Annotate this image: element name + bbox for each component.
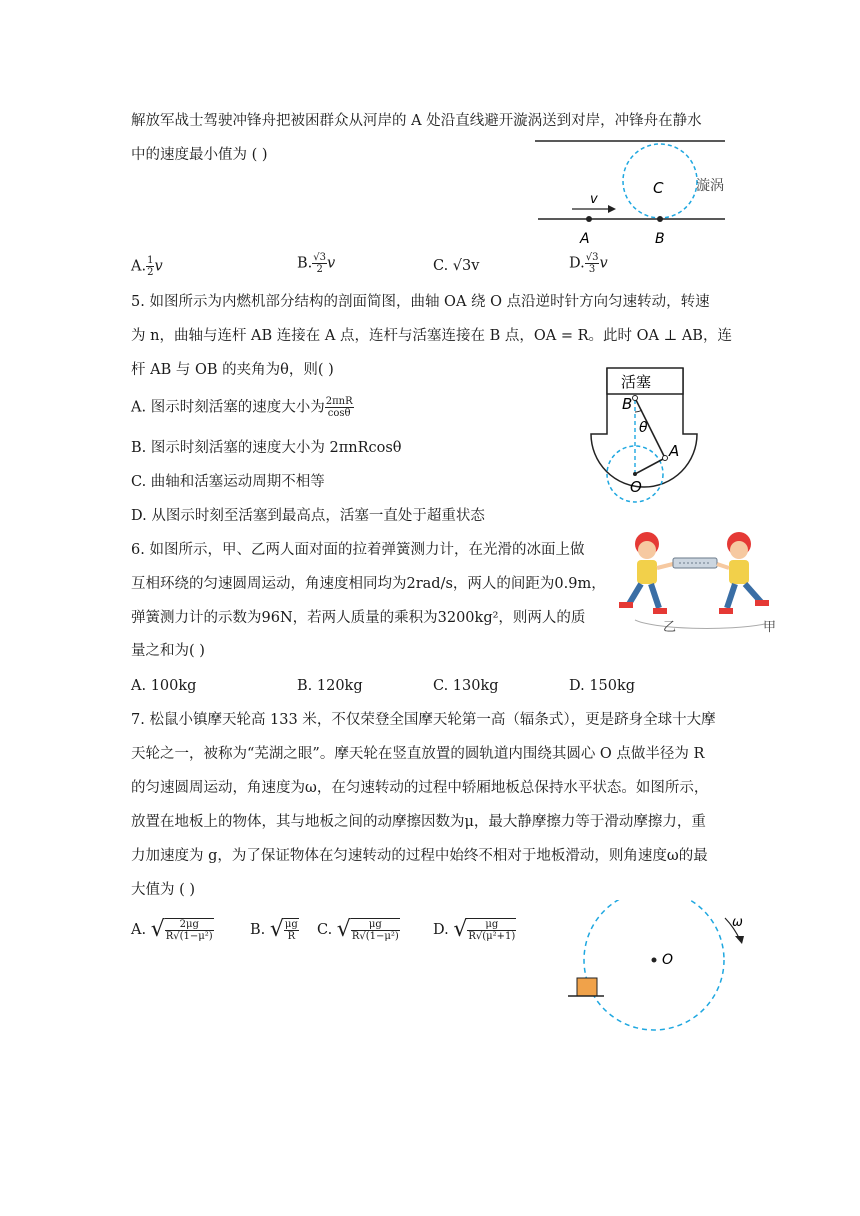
q7-figure-ferris-wheel (560, 900, 780, 1040)
q7-option-c[interactable]: C. √ $\frac{\mu g}{\text{R√(1−μ²)}}$ (317, 917, 399, 942)
q4-label-v: v (590, 192, 598, 207)
q4-option-a[interactable]: A. $\frac{1}{2}$ v (131, 255, 163, 278)
q7-stem-line2: 天轮之一，被称为“芜湖之眼”。摩天轮在竖直放置的圆轨道内围绕其圆心 O 点做半径为 R (131, 746, 705, 762)
q7-label-o: O (662, 952, 674, 968)
q4-stem-line1: 解放军战士驾驶冲锋舟把被困群众从河岸的 A 处沿直线避开漩涡送到对岸，冲锋舟在静水 (131, 113, 702, 129)
q7-stem-line5: 力加速度为 g，为了保证物体在匀速转动的过程中始终不相对于地板滑动，则角速度ω的最 (131, 848, 708, 864)
q5-label-theta: θ (639, 420, 648, 436)
q6-figure-skaters (605, 528, 785, 638)
q5-option-b[interactable]: B. 图示时刻活塞的速度大小为 2πnRcosθ (131, 440, 402, 456)
q4-figure-vortex (530, 135, 730, 250)
q4-label-vortex: 漩涡 (696, 178, 724, 194)
q5-option-a[interactable]: A. 图示时刻活塞的速度大小为 $\frac{\text{2πnR}}{\cos\theta}$ (131, 396, 353, 419)
q6-option-b[interactable]: B. 120kg (297, 678, 363, 694)
q4-label-a: A (580, 231, 590, 247)
q5-label-piston: 活塞 (621, 373, 652, 391)
q6-label-jia: 甲 (763, 620, 777, 635)
q7-label-omega: ω (732, 915, 743, 930)
q5-option-c[interactable]: C. 曲轴和活塞运动周期不相等 (131, 474, 325, 490)
q6-stem-line2: 互相环绕的匀速圆周运动，角速度相同均为2rad/s，两人的间距为0.9m， (131, 576, 606, 592)
q5-stem-line3: 杆 AB 与 OB 的夹角为θ，则( ) (131, 362, 334, 378)
q6-stem-line1: 6. 如图所示，甲、乙两人面对面的拉着弹簧测力计，在光滑的冰面上做 (131, 542, 585, 558)
q4-label-c: C (653, 179, 664, 197)
q5-stem-line1: 5. 如图所示为内燃机部分结构的剖面简图，曲轴 OA 绕 O 点沿逆时针方向匀速转动，转速 (131, 294, 710, 310)
q5-label-a: A (669, 442, 680, 460)
q6-stem-line3: 弹簧测力计的示数为96N，若两人质量的乘积为3200kg²，则两人的质 (131, 610, 586, 626)
q7-stem-line1: 7. 松鼠小镇摩天轮高 133 米，不仅荣登全国摩天轮第一高（辐条式），更是跻身全球十大摩 (131, 712, 716, 728)
q4-option-b[interactable]: B. $\frac{√3}{2}$ v (297, 252, 336, 275)
q4-stem-line2: 中的速度最小值为 ( ) (131, 147, 268, 163)
q6-option-c[interactable]: C. 130kg (433, 678, 499, 694)
q7-option-d[interactable]: D. √ $\frac{\mu g}{\text{R√(μ²+1)}}$ (433, 917, 516, 942)
q5-label-b: B (622, 395, 633, 413)
q5-stem-line2: 为 n，曲轴与连杆 AB 连接在 A 点，连杆与活塞连接在 B 点，OA = R。此时 OA ⊥ AB，连 (131, 328, 732, 344)
q5-figure-engine (585, 364, 705, 519)
q4-option-d[interactable]: D. $\frac{√3}{3}$ v (569, 252, 608, 275)
q6-label-yi: 乙 (663, 620, 677, 635)
q7-option-a[interactable]: A. √ $\frac{2\mu g}{\text{R√(1−μ²)}}$ (131, 917, 213, 942)
q5-option-d[interactable]: D. 从图示时刻至活塞到最高点，活塞一直处于超重状态 (131, 508, 485, 524)
q4-option-c[interactable]: C. √3v (433, 258, 480, 274)
q7-option-b[interactable]: B. √ $\frac{\mu g}{R}$ (250, 917, 298, 942)
q7-stem-line6: 大值为 ( ) (131, 882, 196, 898)
q6-option-a[interactable]: A. 100kg (131, 678, 197, 694)
q5-label-o: O (630, 478, 642, 496)
q6-stem-line4: 量之和为( ) (131, 643, 205, 659)
q7-stem-line3: 的匀速圆周运动，角速度为ω，在匀速转动的过程中轿厢地板总保持水平状态。如图所示， (131, 780, 709, 796)
q4-label-b: B (655, 231, 665, 247)
q6-option-d[interactable]: D. 150kg (569, 678, 636, 694)
q7-stem-line4: 放置在地板上的物体，其与地板之间的动摩擦因数为μ，最大静摩擦力等于滑动摩擦力，重 (131, 814, 706, 830)
